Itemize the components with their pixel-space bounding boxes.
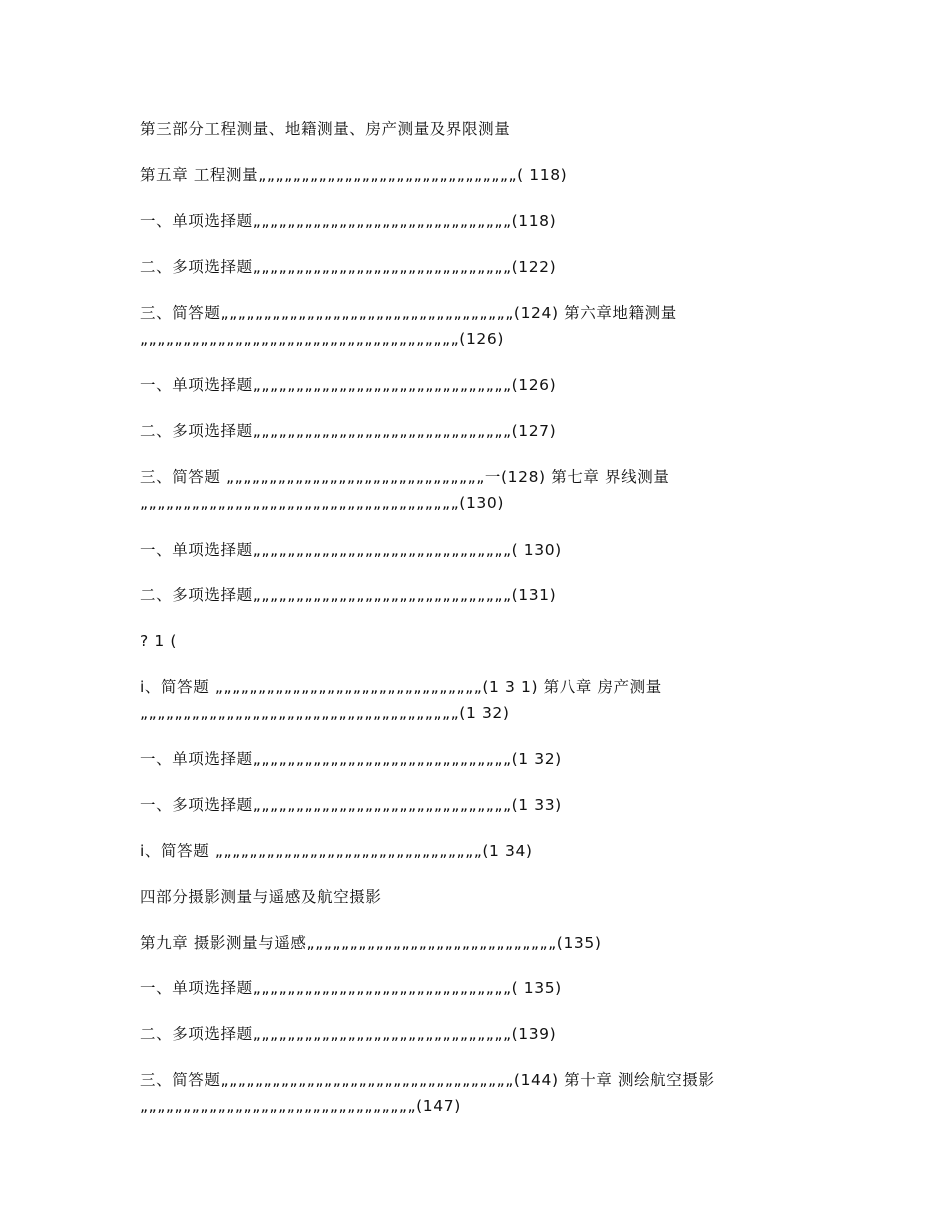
ch8-short-answer-entry: i、简答题 „„„„„„„„„„„„„„„„„„„„„„„„„„„„„„„(1 34) [140, 842, 533, 860]
ch8-multiple-choice-entry: 一、多项选择题„„„„„„„„„„„„„„„„„„„„„„„„„„„„„„(1 33) [140, 796, 562, 814]
ch6-single-choice-entry: 一、单项选择题„„„„„„„„„„„„„„„„„„„„„„„„„„„„„„(126) [140, 376, 557, 394]
ch8-single-choice-entry: 一、单项选择题„„„„„„„„„„„„„„„„„„„„„„„„„„„„„„(1 32) [140, 750, 562, 768]
ch7-short-answer-and-chapter-eight-entry: i、简答题 „„„„„„„„„„„„„„„„„„„„„„„„„„„„„„„(1 3 1) 第八章 房产测量„„„„„„„„„„„„„„„„„„„„„„„„„„„„„„„„„„„„„(1 32) [140, 678, 662, 722]
stray-characters-line: ? 1 ( [140, 632, 177, 650]
ch9-short-answer-and-chapter-ten-entry: 三、简答题„„„„„„„„„„„„„„„„„„„„„„„„„„„„„„„„„„(144) 第十章 测绘航空摄影„„„„„„„„„„„„„„„„„„„„„„„„„„„„„„„„(147) [140, 1071, 715, 1115]
ch5-multiple-choice-entry: 二、多项选择题„„„„„„„„„„„„„„„„„„„„„„„„„„„„„„(122) [140, 258, 557, 276]
ch5-short-answer-and-chapter-six-entry: 三、简答题„„„„„„„„„„„„„„„„„„„„„„„„„„„„„„„„„„(124) 第六章地籍测量„„„„„„„„„„„„„„„„„„„„„„„„„„„„„„„„„„„„„(126) [140, 304, 677, 348]
ch5-single-choice-entry: 一、单项选择题„„„„„„„„„„„„„„„„„„„„„„„„„„„„„„(118) [140, 212, 557, 230]
chapter-nine-entry: 第九章 摄影测量与遥感„„„„„„„„„„„„„„„„„„„„„„„„„„„„„(135) [140, 934, 602, 952]
ch9-multiple-choice-entry: 二、多项选择题„„„„„„„„„„„„„„„„„„„„„„„„„„„„„„(139) [140, 1025, 557, 1043]
ch6-short-answer-and-chapter-seven-entry: 三、简答题 „„„„„„„„„„„„„„„„„„„„„„„„„„„„„„一(128) 第七章 界线测量„„„„„„„„„„„„„„„„„„„„„„„„„„„„„„„„„„„„„(130) [140, 468, 670, 512]
ch6-multiple-choice-entry: 二、多项选择题„„„„„„„„„„„„„„„„„„„„„„„„„„„„„„(127) [140, 422, 557, 440]
ch7-single-choice-entry: 一、单项选择题„„„„„„„„„„„„„„„„„„„„„„„„„„„„„„( 130) [140, 541, 562, 559]
ch7-multiple-choice-entry: 二、多项选择题„„„„„„„„„„„„„„„„„„„„„„„„„„„„„„(131) [140, 586, 557, 604]
ch9-single-choice-entry: 一、单项选择题„„„„„„„„„„„„„„„„„„„„„„„„„„„„„„( 135) [140, 979, 562, 997]
chapter-five-entry: 第五章 工程测量„„„„„„„„„„„„„„„„„„„„„„„„„„„„„„( 118) [140, 166, 568, 184]
part-three-heading: 第三部分工程测量、地籍测量、房产测量及界限测量 [140, 120, 511, 138]
part-four-heading: 四部分摄影测量与遥感及航空摄影 [140, 888, 382, 906]
